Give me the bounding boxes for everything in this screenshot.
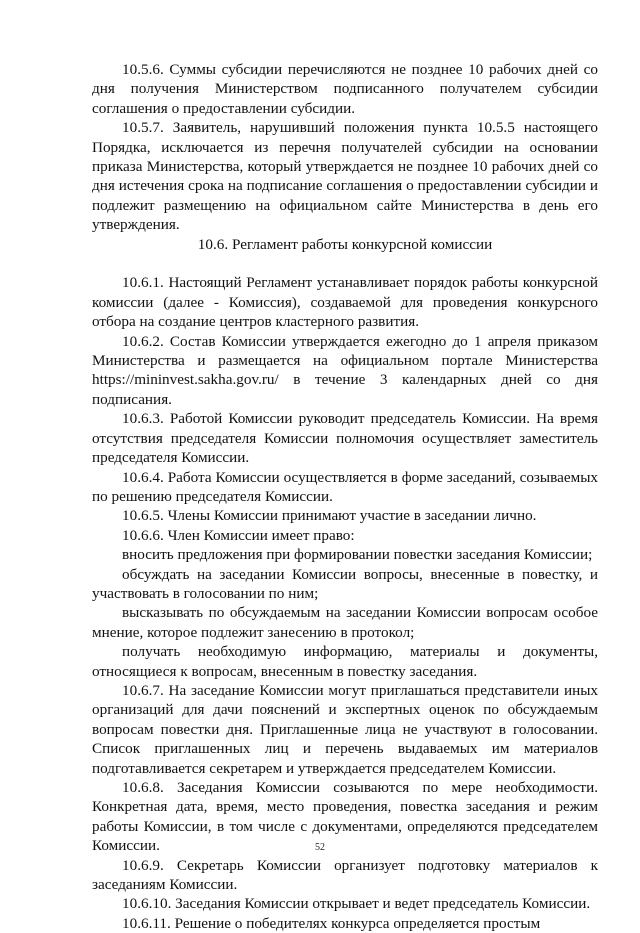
list-item-right-1: вносить предложения при формировании повестки заседания Комиссии; <box>122 546 593 564</box>
paragraph-10-6-6: 10.6.6. Член Комиссии имеет право: <box>122 526 355 544</box>
paragraph-10-6-8: 10.6.8. Заседания Комиссии созываются по мере необходимости. Конкретная дата, время, место проведения, повестка заседания и режим работы Комиссии, в том числе с документами, определяются председателем Комиссии. <box>92 779 598 855</box>
page-number: 52 <box>315 842 325 853</box>
paragraph-10-6-2: 10.6.2. Состав Комиссии утверждается ежегодно до 1 апреля приказом Министерства и размещается на официальном портале Министерства https://mininvest.sakha.gov.ru/ в течение 3 календарных дней со дня подписания. <box>92 332 598 408</box>
section-heading: 10.6. Регламент работы конкурсной комиссии <box>197 235 493 253</box>
paragraph-10-6-11: 10.6.11. Решение о победителях конкурса определяется простым <box>122 914 541 932</box>
list-item-right-4: получать необходимую информацию, материалы и документы, относящиеся к вопросам, внесенным в повестку заседания. <box>92 643 598 680</box>
paragraph-10-6-10: 10.6.10. Заседания Комиссии открывает и ведет председатель Комиссии. <box>122 895 591 913</box>
paragraph-10-6-5: 10.6.5. Члены Комиссии принимают участие в заседании лично. <box>122 507 537 525</box>
paragraph-10-6-7: 10.6.7. На заседание Комиссии могут приглашаться представители иных организаций для дачи пояснений и экспертных оценок по обсуждаемым вопросам повестки дня. Приглашенные лица не участвуют в голосовании. Список приглашенных лиц и перечень выдаваемых им материалов подготавливается секретарем и утверждается председателем Комиссии. <box>92 681 598 777</box>
paragraph-10-6-3: 10.6.3. Работой Комиссии руководит председатель Комиссии. На время отсутствия председателя Комиссии полномочия осуществляет заместитель председателя Комиссии. <box>92 410 598 467</box>
paragraph-10-6-1: 10.6.1. Настоящий Регламент устанавливает порядок работы конкурсной комиссии (далее - Комиссия), создаваемой для проведения конкурсного отбора на создание центров кластерного развития. <box>92 274 598 331</box>
list-item-right-2: обсуждать на заседании Комиссии вопросы, внесенные в повестку, и участвовать в голосовании по ним; <box>92 565 598 602</box>
paragraph-10-6-9: 10.6.9. Секретарь Комиссии организует подготовку материалов к заседаниям Комиссии. <box>92 856 598 894</box>
list-item-right-3: высказывать по обсуждаемым на заседании Комиссии вопросам особое мнение, которое подлежит занесению в протокол; <box>92 604 598 641</box>
paragraph-10-5-7: 10.5.7. Заявитель, нарушивший положения пункта 10.5.5 настоящего Порядка, исключается из перечня получателей субсидии на основании приказа Министерства, который утверждается не позднее 10 рабочих дней со дня истечения срока на подписание соглашения о предоставлении субсидии и подлежит размещению на официальном сайте Министерства в день его утверждения. <box>92 119 598 234</box>
document-body <box>92 60 598 933</box>
paragraph-10-6-4: 10.6.4. Работа Комиссии осуществляется в форме заседаний, созываемых по решению председателя Комиссии. <box>92 468 598 505</box>
paragraph-10-5-6: 10.5.6. Суммы субсидии перечисляются не позднее 10 рабочих дней со дня получения Министерством подписанного получателем субсидии соглашения о предоставлении субсидии. <box>92 61 598 117</box>
